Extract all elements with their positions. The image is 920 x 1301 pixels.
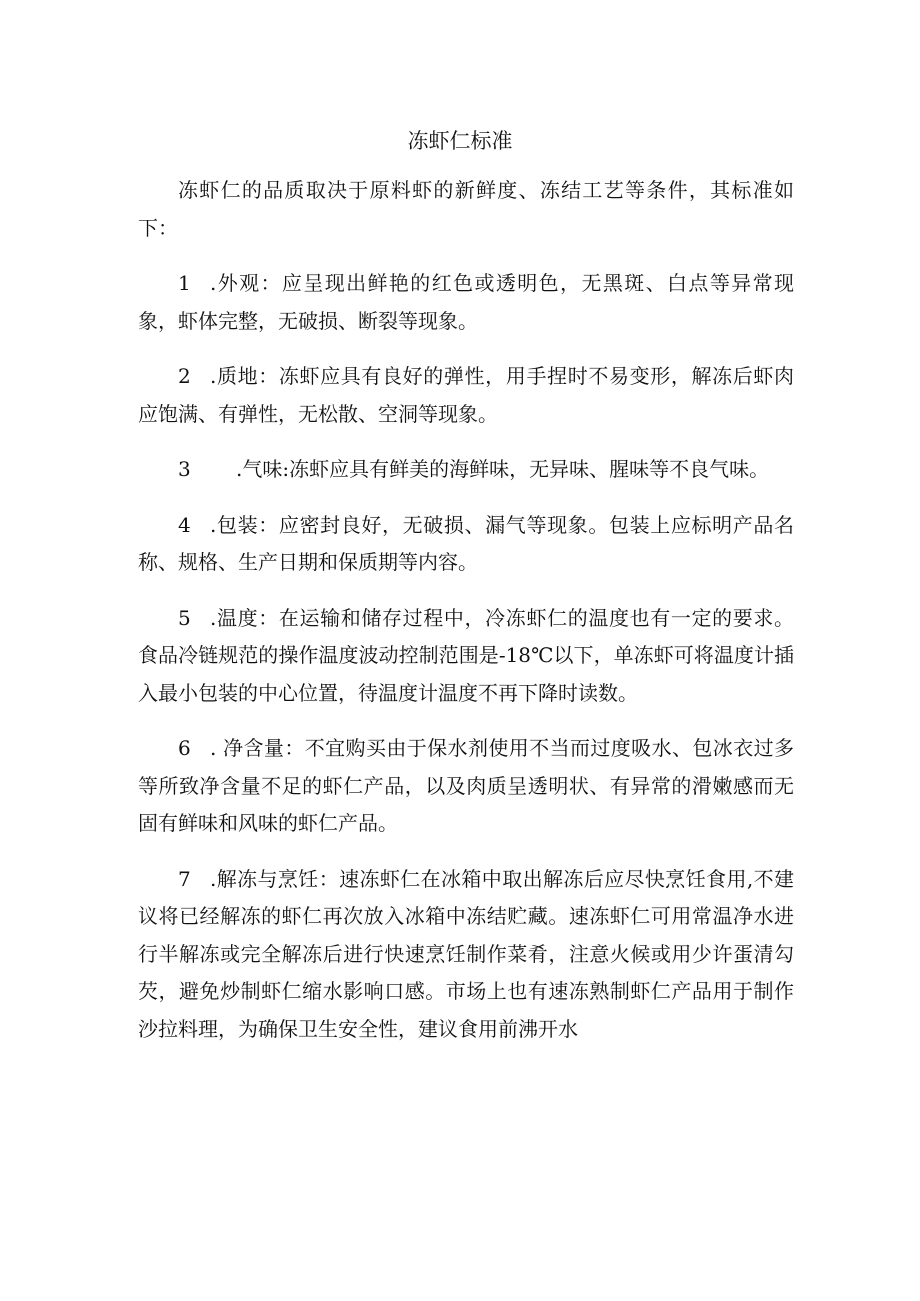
item-number: 2 [178,364,191,388]
item-number: 4 [178,512,191,537]
item-text: .包装：应密封良好，无破损、漏气等现象。包装上应标明产品名称、规格、生产日期和保质期等内容。 [138,512,794,574]
item-paragraph-3 [138,451,794,489]
item-text: .质地：冻虾应具有良好的弹性，用手捏时不易变形，解冻后虾肉应饱满、有弹性，无松散、空洞等现象。 [138,364,794,426]
item-text: .气味:冻虾应具有鲜美的海鲜味，无异味、腥味等不良气味。 [236,457,770,481]
item-text: . 净含量：不宜购买由于保水剂使用不当而过度吸水、包冰衣过多等所致净含量不足的虾仁产品，以及肉质呈透明状、有异常的滑嫩感而无固有鲜味和风味的虾仁产品。 [138,736,794,835]
item-number: 5 [178,605,191,630]
item-text: .外观：应呈现出鲜艳的红色或透明色，无黑斑、白点等异常现象，虾体完整，无破损、断裂等现象。 [138,271,794,333]
item-number: 3 [178,457,191,481]
item-number: 6 [178,736,191,760]
document-body [138,172,794,1066]
item-number: 7 [178,866,191,891]
intro-text: 冻虾仁的品质取决于原料虾的新鲜度、冻结工艺等条件，其标准如下： [138,178,794,240]
item-paragraph-6 [138,730,794,843]
item-paragraph-7 [138,861,794,1049]
item-text: .温度：在运输和储存过程中，冷冻虾仁的温度也有一定的要求。食品冷链规范的操作温度波动控制范围是-18℃以下，单冻虾可将温度计插入最小包装的中心位置，待温度计温度不再下降时读数。 [138,605,794,705]
item-paragraph-5 [138,600,794,713]
intro-paragraph [138,172,794,247]
item-paragraph-4 [138,507,794,582]
document-title: 冻虾仁标准 [407,129,513,153]
item-paragraph-1 [138,265,794,340]
item-paragraph-2 [138,358,794,433]
item-number: 1 [178,271,191,295]
item-text: .解冻与烹饪：速冻虾仁在冰箱中取出解冻后应尽快烹饪食用,不建议将已经解冻的虾仁再次放入冰箱中冻结贮藏。速冻虾仁可用常温净水进行半解冻或完全解冻后进行快速烹饪制作菜肴，注意火候或用少许蛋清勾芡，避免炒制虾仁缩水影响口感。市场上也有速冻熟制虾仁产品用于制作沙拉料理，为确保卫生安全性，建议食用前沸开水 [138,866,794,1041]
